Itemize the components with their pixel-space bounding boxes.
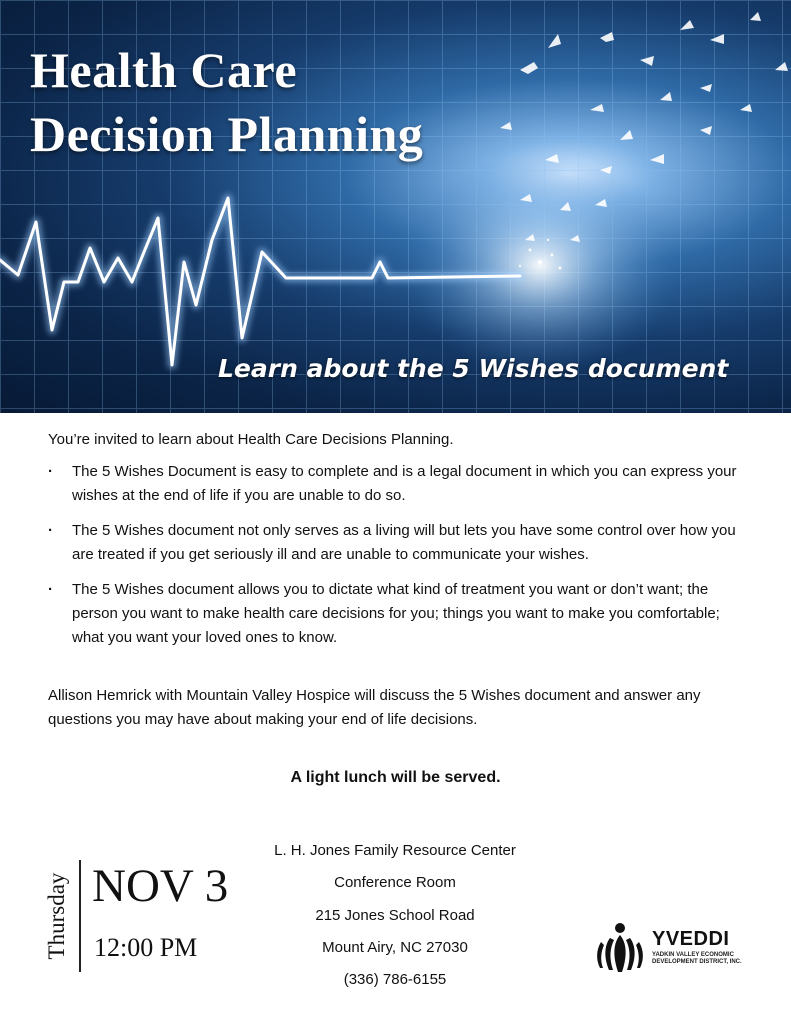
- event-time: 12:00 PM: [94, 933, 198, 962]
- banner-subtitle: Learn about the 5 Wishes document: [218, 354, 729, 383]
- event-day: Thursday: [44, 872, 69, 960]
- venue-phone: (336) 786-6155: [343, 971, 447, 988]
- venue-room: Conference Room: [334, 874, 456, 891]
- page-title: [30, 38, 423, 166]
- logo-tagline: YADKIN VALLEY ECONOMIC DEVELOPMENT DISTRICT, INC.: [652, 952, 742, 965]
- venue-name: L. H. Jones Family Resource Center: [274, 842, 516, 859]
- closing-paragraph: Allison Hemrick with Mountain Valley Hospice will discuss the 5 Wishes document and answer any questions you may have about making your end of life decisions.: [48, 687, 701, 728]
- intro-text: You’re invited to learn about Health Care Decisions Planning.: [48, 431, 454, 448]
- venue-city: Mount Airy, NC 27030: [322, 939, 468, 956]
- people-figure-logo-icon: [592, 922, 648, 976]
- logo-name: YVEDDI: [652, 928, 730, 950]
- bullet-list: [48, 460, 748, 661]
- bullet-item-1: · The 5 Wishes Document is easy to complete and is a legal document in which you can express your wishes at the end of life if you are unable to do so.: [48, 460, 748, 508]
- bullet-item-3: · The 5 Wishes document allows you to dictate what kind of treatment you want or don’t want; the person you want to make health care decisions for you; things you want to make you comfortable; what you want your loved ones to know.: [48, 578, 748, 650]
- venue-block: [262, 843, 528, 1004]
- venue-street: 215 Jones School Road: [315, 907, 475, 924]
- bullet-item-2: · The 5 Wishes document not only serves as a living will but lets you have some control over how you are treated if you get seriously ill and are unable to communicate your wishes.: [48, 519, 748, 567]
- date-divider: [79, 860, 81, 972]
- title-line-1: Health Care: [30, 42, 298, 98]
- event-date: NOV 3: [92, 860, 229, 912]
- header-banner: [0, 0, 791, 413]
- title-line-2: Decision Planning: [30, 106, 424, 162]
- yveddi-logo: [592, 922, 752, 976]
- lunch-note: A light lunch will be served.: [290, 769, 501, 786]
